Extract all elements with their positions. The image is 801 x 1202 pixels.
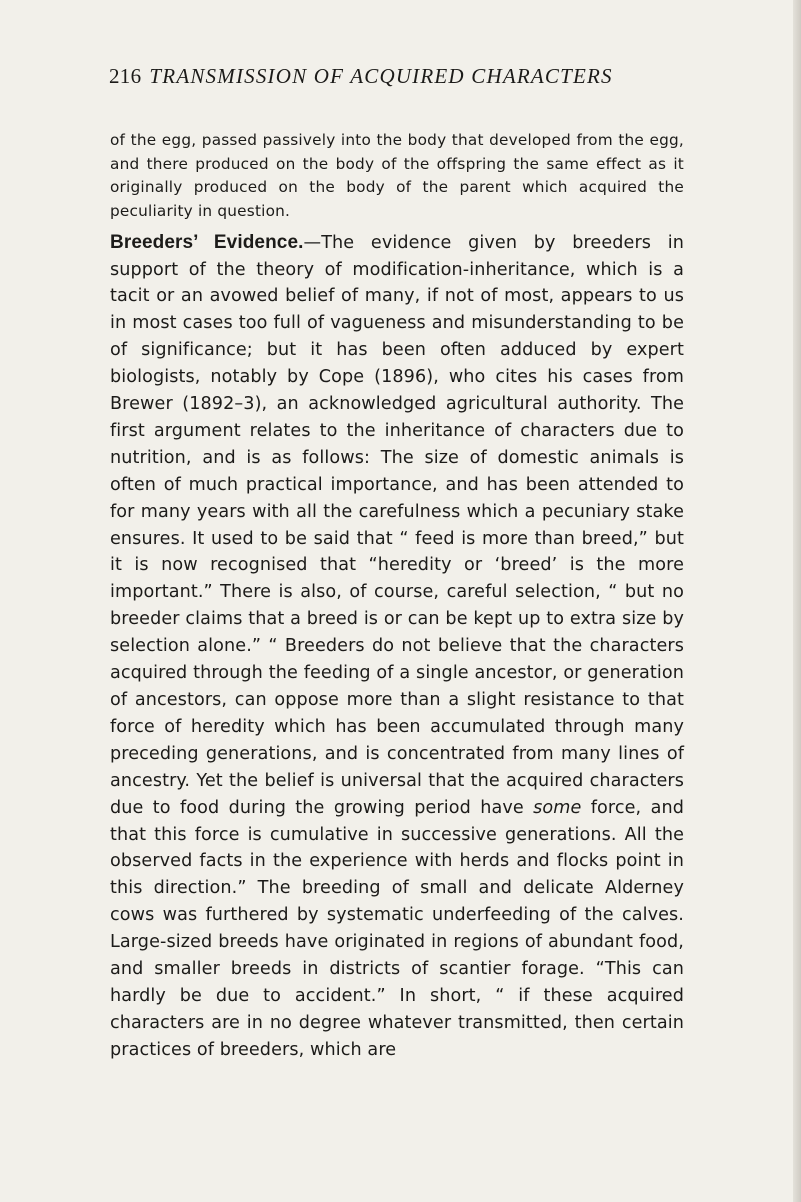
- section-heading: Breeders’ Evidence.: [110, 231, 304, 253]
- paragraph-text-part-2: force, and that this force is cumulative in successive generations. All the observed facts in the experience with herds and flocks point in this direction.” The breeding of small and delicate Alderney cows was furthered by systematic underfeeding of the calves. Large-sized breeds have originated in regions of abundant food, and smaller breeds in districts of scantier forage. “This can hardly be due to accident.” In short, “ if these acquired characters are in no degree whatever transmitted, then certain practices of breeders, which are: [110, 797, 684, 1060]
- page-header: [109, 64, 709, 94]
- page-number: 216: [109, 64, 142, 88]
- page-edge-shadow: [793, 0, 801, 1202]
- emphasized-word: some: [533, 797, 582, 818]
- intro-paragraph: of the egg, passed passively into the body that developed from the egg, and there produced on the body of the offspring the same effect as it originally produced on the body of the parent which acquired the peculiarity in question.: [110, 131, 684, 220]
- paragraph-text-part-1: —The evidence given by breeders in support of the theory of modification-inheritance, which is a tacit or an avowed belief of many, if not of most, appears to us in most cases too full of vagueness and misunderstanding to be of significance; but it has been often adduced by expert biologists, notably by Cope (1896), who cites his cases from Brewer (1892–3), an acknowledged agricultural authority. The first argument relates to the inheritance of characters due to nutrition, and is as follows: The size of domestic animals is often of much practical importance, and has been attended to for many years with all the carefulness which a pecuniary stake ensures. It used to be said that “ feed is more than breed,” but it is now recognised that “heredity or ‘breed’ is the more important.” There is also, of course, careful selection, “ but no breeder claims that a breed is or can be kept up to extra size by selection alone.” “ Breeders do not believe that the characters acquired through the feeding of a single ancestor, or generation of ancestors, can oppose more than a slight resistance to that force of heredity which has been accumulated through many preceding generations, and is concentrated from many lines of ancestry. Yet the belief is universal that the acquired characters due to food during the growing period have: [110, 232, 684, 818]
- breeders-evidence-paragraph: [110, 230, 684, 1064]
- running-head: TRANSMISSION OF ACQUIRED CHARACTERS: [149, 64, 613, 88]
